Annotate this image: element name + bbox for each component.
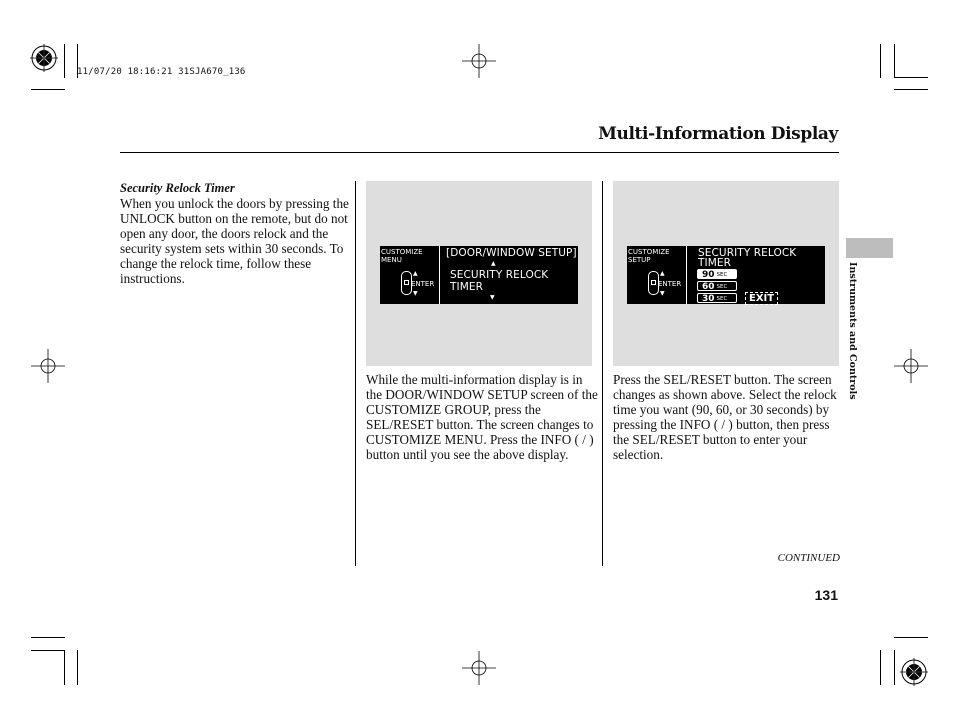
lcd-menu-line2: SETUP [628,256,651,264]
up-arrow-icon: ▲ [660,270,665,277]
relock-option-90[interactable]: 90 $^{SEC}$ [697,269,737,279]
section-heading: Security Relock Timer [120,181,235,195]
lcd-heading-line1: SECURITY RELOCK [698,247,797,259]
header-rule [120,152,839,153]
lcd-screen-2 [627,246,825,304]
relock-option-60[interactable]: 60 $^{SEC}$ [697,281,737,291]
crosshair-right-middle [894,349,928,383]
lcd-enter-label: ENTER [658,280,682,288]
lcd-heading: [DOOR/WINDOW SETUP] [446,247,577,259]
column3-body: Press the SEL/RESET button. The screen changes as shown above. Select the relock time you want (90, 60, or 30 seconds) by pressing the INFO ( / ) button, then press the SEL/RESET button to enter your selection. [613,372,837,462]
section-tab-label: Instruments and Controls [847,262,858,400]
lcd-enter-label: ENTER [411,280,435,288]
column-divider-1 [355,181,356,566]
crosshair-left-middle [31,349,65,383]
lcd-heading-line2: TIMER [698,257,731,269]
crosshair-bottom-center [462,651,496,685]
down-arrow-icon: ▼ [490,294,495,301]
column-divider-2 [602,181,603,566]
display-illustration-1 [366,181,592,366]
display-illustration-2 [613,181,839,366]
continued-label: CONTINUED [777,552,840,564]
down-arrow-icon: ▼ [660,290,665,297]
registration-target-top-left [30,44,58,72]
column2-body: While the multi-information display is in the DOOR/WINDOW SETUP screen of the CUSTOMIZE GROUP, press the SEL/RESET button. The screen changes to CUSTOMIZE MENU. Press the INFO ( / ) button until you see the above display. [366,372,598,462]
lcd-menu-line1: CUSTOMIZE [628,248,670,256]
section-tab[interactable] [846,238,893,258]
registration-target-bottom-right [900,658,928,686]
page-number: 131 [814,587,838,603]
page-title: Multi-Information Display [598,124,838,144]
exit-option[interactable]: EXIT [745,292,778,305]
lcd-menu-line1: CUSTOMIZE [381,248,423,256]
print-info: 11/07/20 18:16:21 31SJA670_136 [77,67,246,77]
lcd-item-line2: TIMER [450,281,483,293]
lcd-menu-line2: MENU [381,256,402,264]
column1-body: When you unlock the doors by pressing the UNLOCK button on the remote, but do not open any door, the doors relock and the security system sets within 30 seconds. To change the relock time, follow these instructions. [120,196,349,286]
crosshair-top-center [462,44,496,78]
down-arrow-icon: ▼ [413,290,418,297]
lcd-item-line1: SECURITY RELOCK [450,269,549,281]
relock-option-30[interactable]: 30 $^{SEC}$ [697,293,737,303]
up-arrow-icon: ▲ [491,260,496,267]
up-arrow-icon: ▲ [413,270,418,277]
lcd-screen-1 [380,246,578,304]
